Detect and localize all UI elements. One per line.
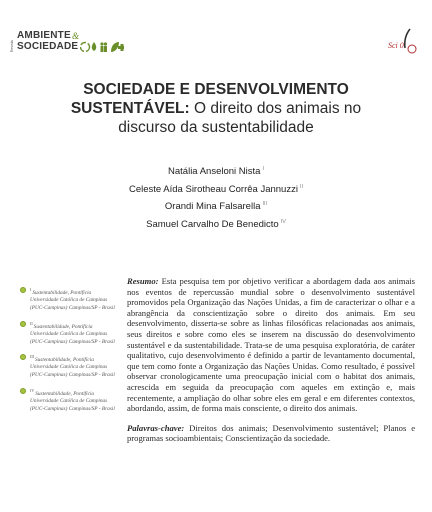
journal-logo[interactable] xyxy=(10,30,130,56)
logo-ambiente-text: AMBIENTE xyxy=(17,30,71,41)
keywords-text: Direitos dos animais; Desenvolvimento sustentável; Planos e programas socioambientais; Conscientização da sociedade. xyxy=(127,422,416,444)
abstract-paragraph xyxy=(127,276,415,414)
affiliation: $^{II}$Sustentabilidade, Pontifícia Universidade Católica de Campinas (PUC-Campinas) Campinas/SP - Brasil xyxy=(20,320,116,347)
author[interactable]: Natália Anseloni Nista $^I$ xyxy=(168,166,264,178)
affiliation: $^{III}$Sustentabilidade, Pontifícia Universidade Católica de Campinas (PUC-Campinas) Campinas/SP - Brasil xyxy=(20,353,116,380)
leaf-icon xyxy=(111,42,119,52)
scielo-seal xyxy=(386,28,420,56)
orcid-icon[interactable] xyxy=(20,388,26,394)
logo-sociedade-text: SOCIEDADE xyxy=(17,41,79,52)
article-title xyxy=(40,80,392,137)
author[interactable]: Orandi Mina Falsarella $^{III}$ xyxy=(164,201,268,213)
recycle-icon xyxy=(81,43,90,52)
people-icon xyxy=(100,42,107,52)
affiliation: $^I$Sustentabilidade, Pontifícia Universidade Católica de Campinas (PUC-Campinas) Campinas/SP - Brasil xyxy=(20,286,116,313)
orcid-icon[interactable] xyxy=(20,354,26,360)
logo-ampersand: & xyxy=(72,31,80,41)
author[interactable]: Samuel Carvalho De Benedicto $^{IV}$ xyxy=(146,218,286,231)
author-list xyxy=(40,162,392,233)
page-header xyxy=(0,0,432,60)
logo-icons xyxy=(80,40,124,54)
title-main: SOCIEDADE E DESENVOLVIMENTO SUSTENTÁVEL: xyxy=(70,81,349,117)
affiliation: $^{IV}$Sustentabilidade, Pontifícia Universidade Católica de Campinas (PUC-Campinas) Campinas/SP - Brasil xyxy=(20,387,116,414)
author-affiliation-marker: I xyxy=(262,166,264,172)
author-affiliation-marker: III xyxy=(262,201,268,208)
author-affiliation-marker: II xyxy=(299,183,304,190)
affiliation-list xyxy=(20,286,116,420)
title-subtitle: O direito dos animais no discurso da sustentabilidade xyxy=(118,100,362,136)
keywords-paragraph xyxy=(127,423,415,444)
abstract xyxy=(127,276,415,444)
author-affiliation-marker: IV xyxy=(280,218,286,225)
abstract-text: Esta pesquisa tem por objetivo verificar a abordagem dada aos animais nos eventos de repercussão mundial sobre o desenvolvimento sustentável promovidos pela Organização das Nações Unidas, a fim de caracterizar o olhar e a abrangência da conscientização sobre o direito dos animais. Em seu desenvolvimento, disserta-se sobre as linhas filosóficas relacionadas aos animais, seus direitos e sobre como eles se inserem na discussão do desenvolvimento sustentável e da sustentabilidade. Trata-se de uma pesquisa exploratória, de caráter qualitativo, cujo desenvolvimento é definido a partir de levantamento documental, que tem como fonte a Organização das Nações Unidas. Como resultado, é possível observar cronologicamente uma preocupação inicial com o habitat dos animais, acrescida em seguida da preocupação com aqueles em extinção e, mais recentemente, a ampliação do olhar sobre eles em geral e em diferentes contextos, abordando, assim, de forma mais consciente, o direito dos animais. xyxy=(127,276,415,414)
water-drop-icon xyxy=(92,42,97,51)
abstract-label: Resumo: xyxy=(127,276,159,286)
keywords-label: Palavras-chave: xyxy=(127,422,185,433)
seal-text: Sci 0 xyxy=(388,41,404,50)
plus-icon xyxy=(118,44,124,51)
logo-revista-label: Revista xyxy=(10,40,14,52)
author[interactable]: Celeste Aída Sirotheau Corrêa Jannuzzi $^{II}$ xyxy=(128,183,304,195)
orcid-icon[interactable] xyxy=(20,287,26,293)
orcid-icon[interactable] xyxy=(20,321,26,327)
